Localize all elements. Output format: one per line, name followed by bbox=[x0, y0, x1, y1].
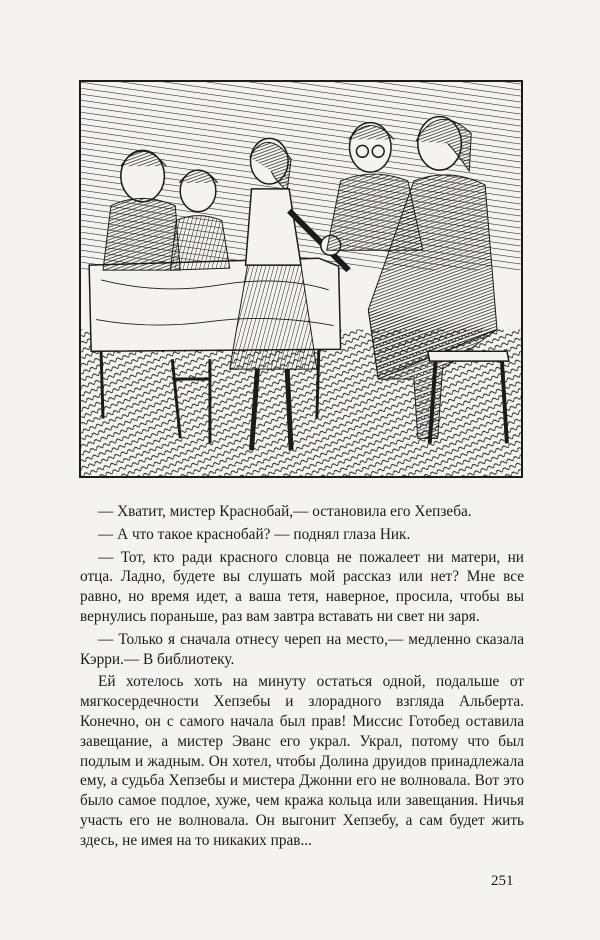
family-table-scene-illustration bbox=[81, 82, 521, 476]
paragraph: — Только я сначала отнесу череп на место,— медленно сказала Кэрри.— В библиотеку. bbox=[80, 630, 524, 668]
paragraph: — А что такое краснобай? — поднял глаза Ник. bbox=[98, 525, 411, 543]
illustration bbox=[79, 80, 523, 478]
paragraph: Ей хотелось хоть на минуту остаться одной, подальше от мягкосердечности Хепзебы и злорадного взгляда Альберта. Конечно, он с самого начала был прав! Миссис Готобед оставила завещание, а мистер Эванс его украл. Украл, потому что был подлым и жадным. Он хотел, чтобы Долина друидов принадлежала ему, а судьба Хепзебы и мистера Джонни его не волновала. Вот это было самое подлое, хуже, чем кража кольца или завещания. Ничья участь его не волновала. Он выгонит Хепзебу, а сам будет жить здесь, не имея на то никаких прав... bbox=[80, 673, 524, 849]
body-text bbox=[80, 502, 524, 851]
paragraph: — Тот, кто ради красного словца не пожалеет ни матери, ни отца. Ладно, будете вы слушать мой рассказ или нет? Мне все равно, но время идет, а ваша тетя, наверное, просила, чтобы вы вернулись пораньше, раз вам завтра вставать ни свет ни заря. bbox=[80, 548, 524, 625]
page-number: 251 bbox=[491, 873, 514, 889]
paragraph: — Хватит, мистер Краснобай,— остановила его Хепзеба. bbox=[98, 503, 472, 520]
